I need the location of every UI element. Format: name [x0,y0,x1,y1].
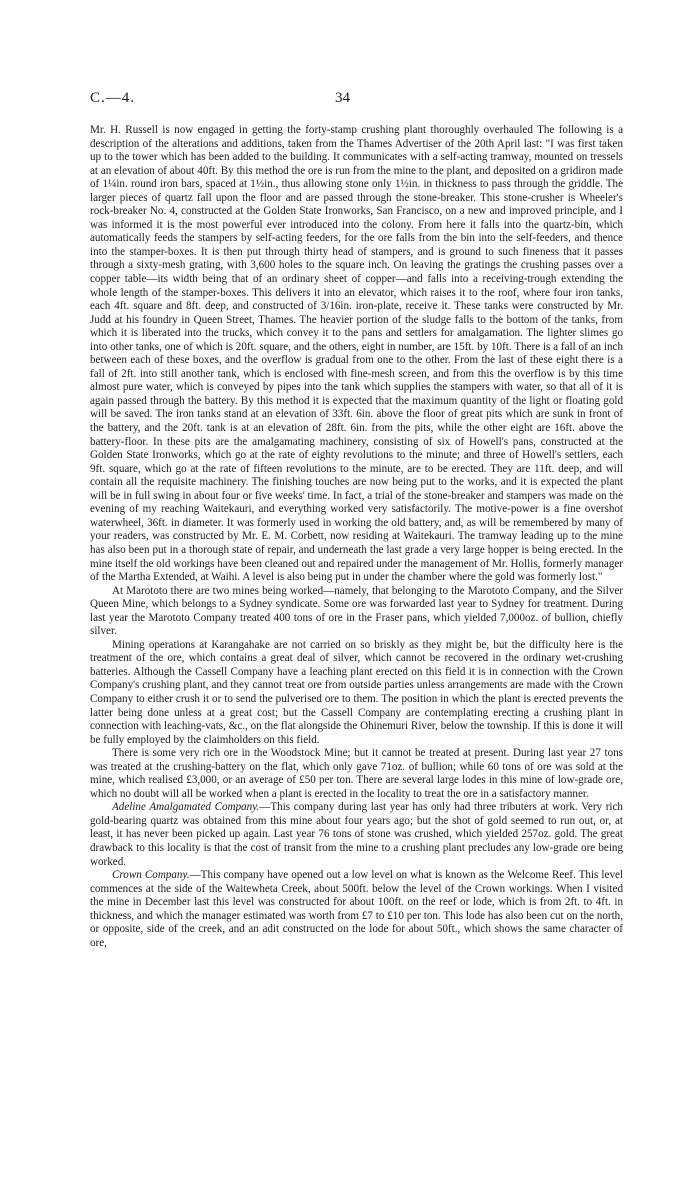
paragraph [90,585,623,639]
paragraph [90,869,623,950]
document-id: C.—4. [90,90,136,106]
paragraph-lead: Crown Company. [112,869,190,882]
paragraph-text: There is some very rich ore in the Woodstock Mine; but it cannot be treated at present. During last year 27 tons was treated at the crushing-battery on the flat, which only gave 71oz. of bullion; while 60 tons of ore was sold at the mine, which realised £3,000, or an average of £50 per ton. There are several large lodes in this mine of low-grade ore, which no doubt will all be worked when a plant is erected in the locality to treat the ore in a satisfactory manner. [90,747,623,800]
paragraph-text: Mining operations at Karangahake are not carried on so briskly as they might be, but the difficulty here is the treatment of the ore, which contains a great deal of silver, which cannot be recovered in the ordinary wet-crushing batteries. Although the Cassell Company have a leaching plant erected on this field it is in connection with the Crown Company's crushing plant, and they cannot treat ore from outside parties unless arrangements are made with the Crown Company to either crush it or to send the pulverised ore to them. The position in which the plant is erected prevents the latter being done unless at a great cost; but the Cassell Company are contemplating erecting a crushing plant in connection with leaching-vats, &c., on the flat alongside the Ohinemuri River, below the township. If this is done it will be fully employed by the claimholders on this field. [90,638,623,746]
paragraph [90,124,623,585]
body-text [90,124,623,950]
paragraph-text: Mr. H. Russell is now engaged in getting the forty-stamp crushing plant thoroughly overhauled The following is a description of the alterations and additions, taken from the Thames Advertiser of the 20th April last: "I was first taken up to the tower which has been added to the building. It communicates with a self-acting tramway, mounted on tressels at an elevation of about 40ft. By this method the ore is run from the mine to the plant, and deposited on a gridiron made of 1¼in. round iron bars, spaced at 1½in., thus allowing stone only 1½in. in thickness to pass through the griddle. The larger pieces of quartz fall upon the floor and are passed through the stone-breaker. This stone-crusher is Wheeler's rock-breaker No. 4, constructed at the Golden State Ironworks, San Francisco, on a new and improved principle, and I was informed it is the most powerful ever introduced into the colony. From here it falls into the quartz-bin, which automatically feeds the stampers by self-acting feeders, for the ore falls from the bin into the self-feeders, and thence into the stamper-boxes. It is then put through thirty head of stampers, and is ground to such fineness that it passes through a sixty-mesh grating, with 3,600 holes to the square inch. On leaving the gratings the crushing passes over a copper table—its width being that of an ordinary sheet of copper—and falls into a receiving-trough extending the whole length of the stamper-boxes. This delivers it into an elevator, which raises it to the roof, where four iron tanks, each 4ft. square and 8ft. deep, and constructed of 3/16in. iron-plate, receive it. These tanks were constructed by Mr. Judd at his foundry in Queen Street, Thames. The heavier portion of the sludge falls to the bottom of the tanks, from which it is liberated into the trucks, which convey it to the pans and settlers for amalgamation. The lighter slimes go into other tanks, one of which is 20ft. square, and the others, eight in number, are 15ft. by 10ft. There is a fall of an inch between each of these boxes, and the overflow is gradual from one to the other. From the last of these eight there is a fall of 2ft. into still another tank, which is enclosed with fine-mesh screen, and from this the overflow is by this time almost pure water, which is conveyed by pipes into the tank which supplies the stampers with water, so that all of it is again passed through the battery. By this method it is expected that the maximum quantity of the light or floating gold will be saved. The iron tanks stand at an elevation of 33ft. 6in. above the floor of great pits which are sunk in front of the battery, and the 20ft. tank is at an elevation of 28ft. 6in. from the pits, while the other eight are 16ft. above the battery-floor. In these pits are the amalgamating machinery, consisting of six of Howell's pans, constructed at the Golden State Ironworks, which go at the rate of eighty revolutions to the minute; and three of Howell's settlers, each 9ft. square, which go at the rate of fifteen revolutions to the minute, are to be erected. They are 11ft. deep, and will contain all the requisite machinery. The finishing touches are now being put to the works, and it is expected the plant will be in full swing in about four or five weeks' time. In fact, a trial of the stone-breaker and stampers was made on the evening of my reaching Waitekauri, and everything worked very satisfactorily. The motive-power is a fine overshot waterwheel, 36ft. in diameter. It was formerly used in working the old battery, and, as will be remembered by many of your readers, was constructed by Mr. E. M. Corbett, now residing at Waitekauri. The tramway leading up to the mine has also been put in a thorough state of repair, and underneath the last grade a very large hopper is being erected. In the mine itself the old workings have been cleaned out and repaired under the management of Mr. Hollis, formerly manager of the Martha Extended, at Waihi. A level is also being put in under the chamber where the gold was formerly lost." [90,124,623,584]
page-header [90,90,618,112]
page-number: 34 [335,90,350,106]
paragraph [90,747,623,801]
paragraph-text: —This company have opened out a low level on what is known as the Welcome Reef. This level commences at the side of the Waitewheta Creek, about 500ft. below the level of the Crown workings. When I visited the mine in December last this level was constructed for about 100ft. on the reef or lode, which is from 2ft. to 4ft. in thickness, and which the manager estimated was worth from £7 to £10 per ton. This lode has also been cut on the north, or opposite, side of the creek, and an adit constructed on the lode for about 50ft., which shows the same character of ore, [90,869,623,949]
paragraph-text: —This company during last year has only had three tributers at work. Very rich gold-bearing quartz was obtained from this mine about four years ago; but the shot of gold seemed to run out, or, at least, it has never been picked up again. Last year 76 tons of stone was crushed, which yielded 257oz. gold. The great drawback to this locality is that the cost of transit from the mine to a crushing plant precludes any low-grade ore being worked. [90,801,623,868]
paragraph [90,801,623,869]
paragraph-lead: Adeline Amalgamated Company. [112,801,260,814]
paragraph [90,639,623,747]
paragraph-text: At Marototo there are two mines being worked—namely, that belonging to the Marototo Company, and the Silver Queen Mine, which belongs to a Sydney syndicate. Some ore was forwarded last year to Sydney for treatment. During last year the Marototo Company treated 400 tons of ore in the Fraser pans, which yielded 7,000oz. of bullion, chiefly silver. [90,584,623,638]
